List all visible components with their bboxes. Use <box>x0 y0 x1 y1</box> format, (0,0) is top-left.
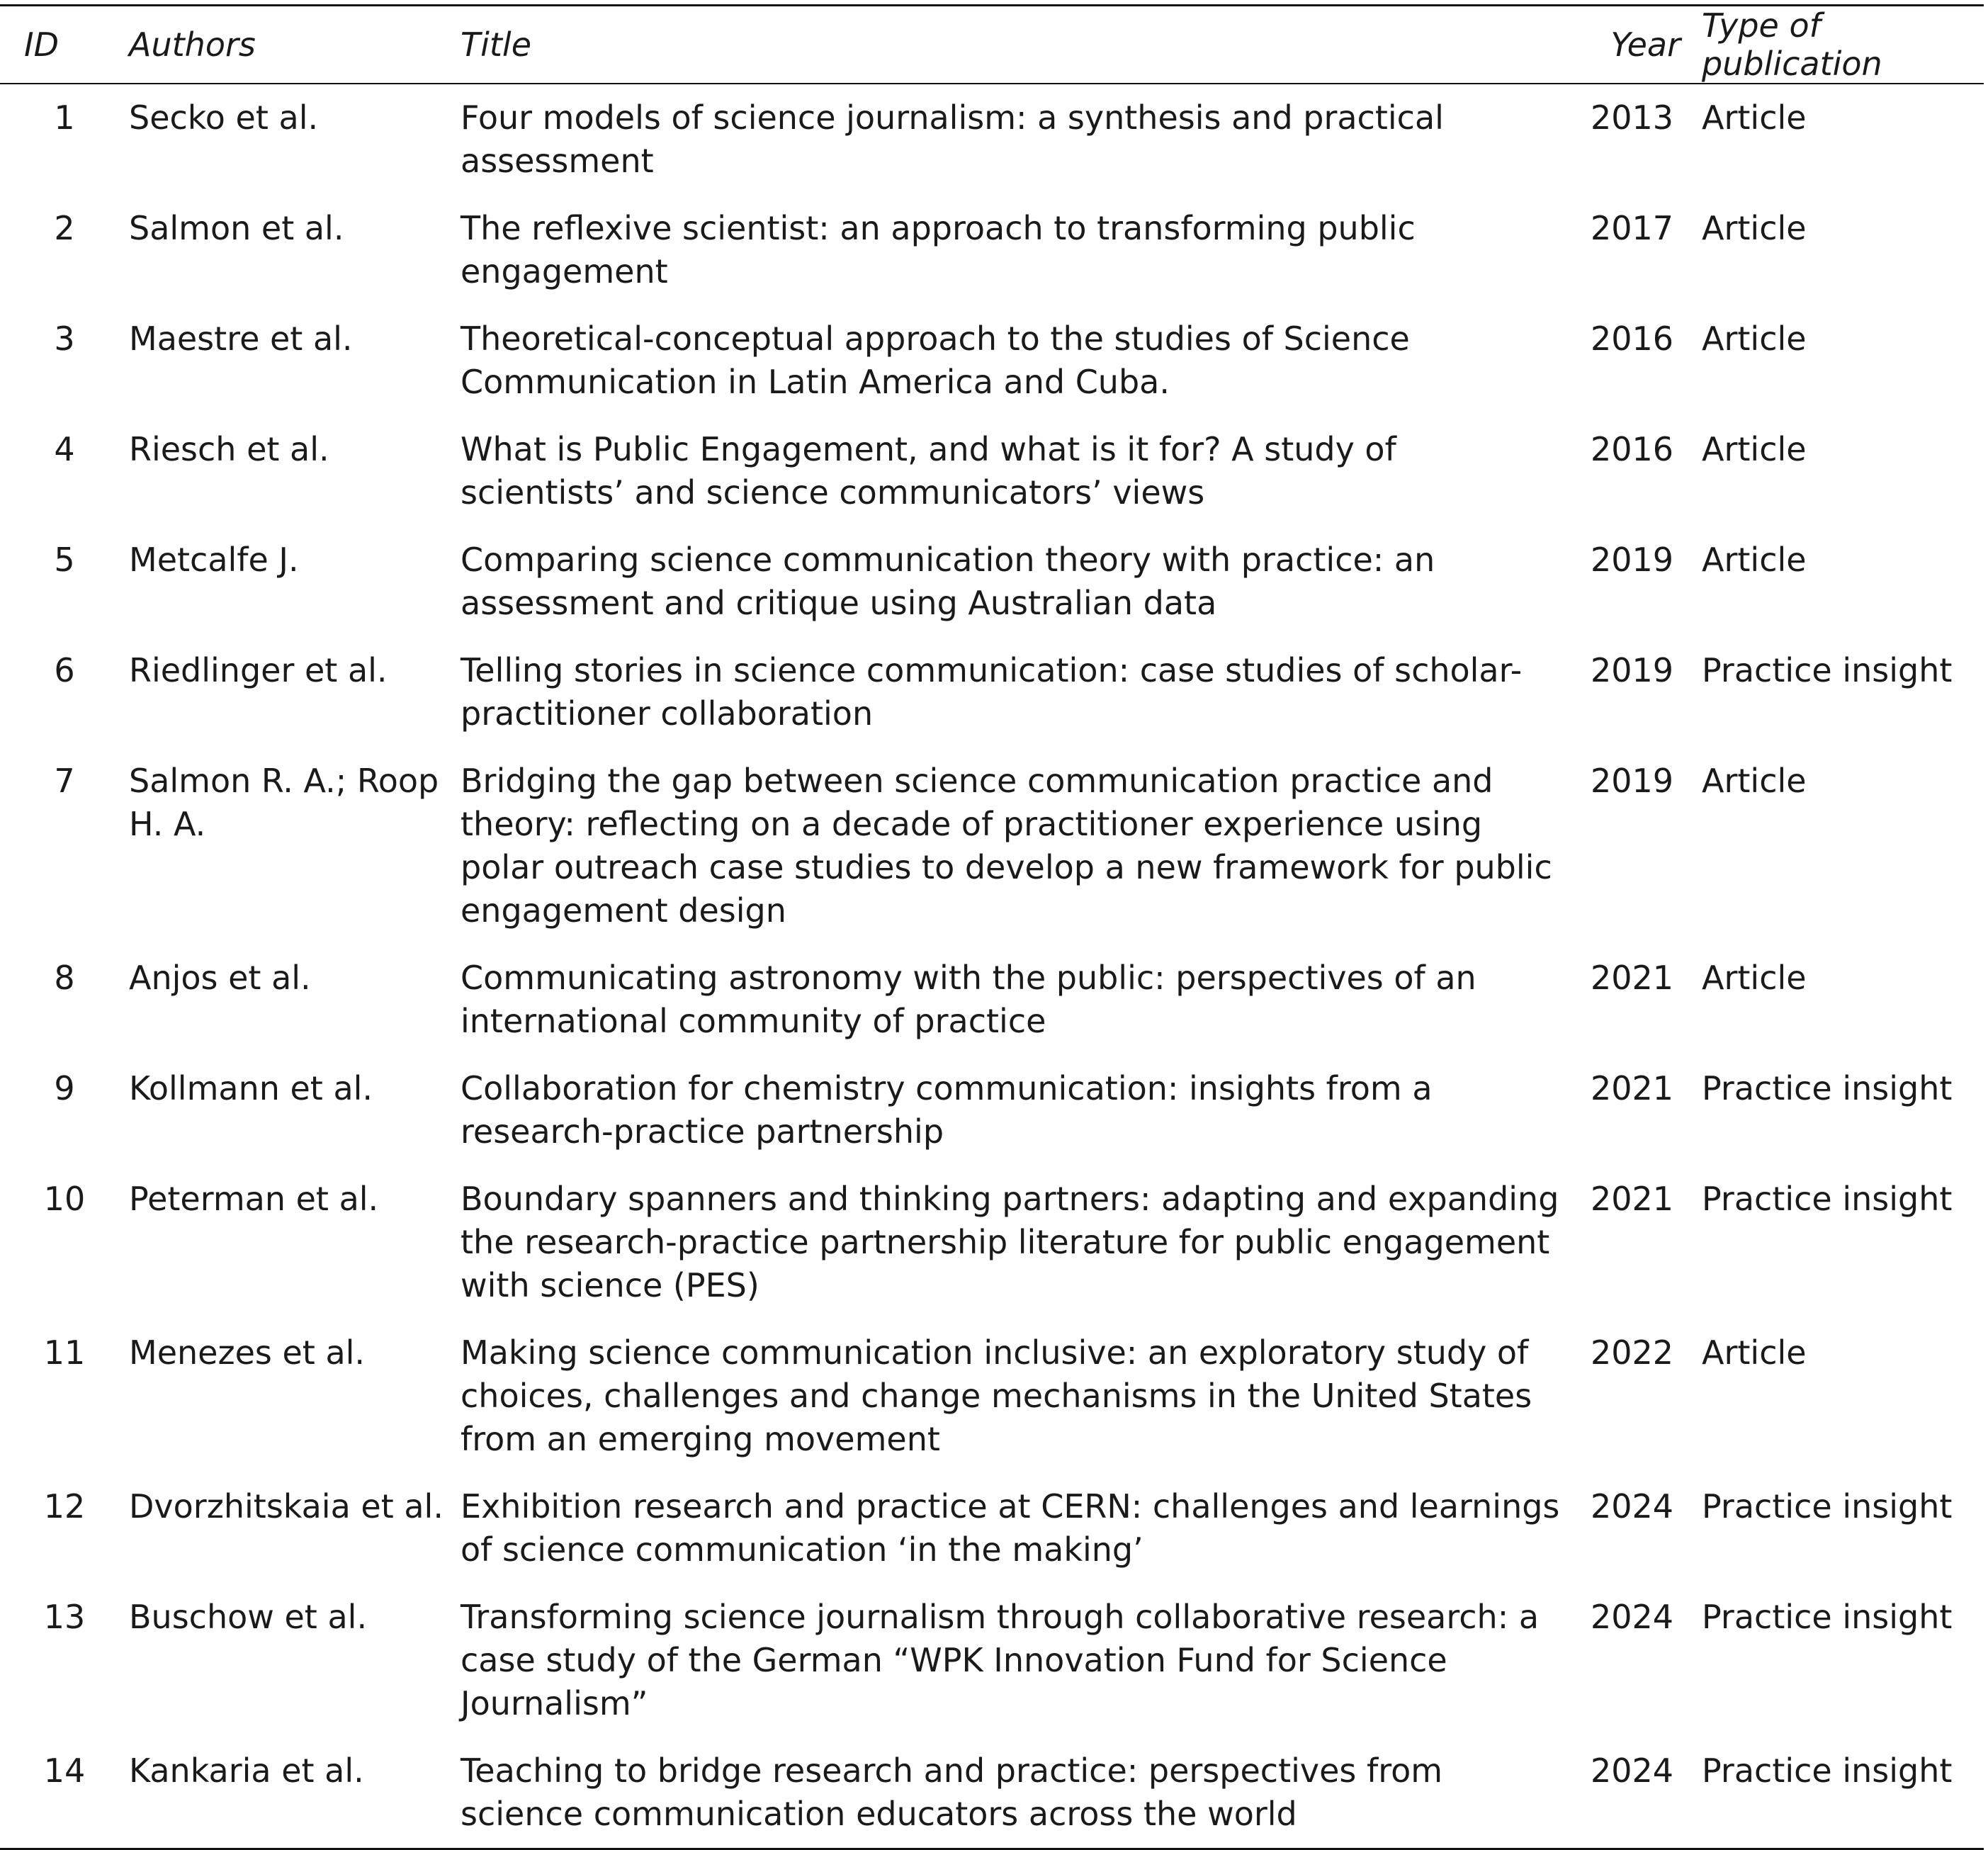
table-row <box>0 944 1984 1055</box>
cell-title: Transforming science journalism through collaborative research: a case study of the German “WPK Innovation Fund for Science Journalism” <box>461 1598 1540 1722</box>
cell-id: 13 <box>43 1598 86 1636</box>
cell-type: Article <box>1702 98 1807 137</box>
cell-id: 6 <box>54 651 75 689</box>
publications-table-wrapper <box>0 4 1984 1850</box>
cell-title: Making science communication inclusive: an exploratory study of choices, challenges and change mechanisms in the United States from an emerging movement <box>461 1333 1532 1458</box>
cell-authors: Salmon et al. <box>129 209 344 247</box>
table-header <box>0 6 1984 84</box>
cell-authors: Riedlinger et al. <box>129 651 388 689</box>
cell-title: Telling stories in science communication: case studies of scholar-practitioner collaboration <box>461 651 1523 733</box>
cell-authors: Kollmann et al. <box>129 1069 373 1107</box>
table-row <box>0 416 1984 526</box>
cell-year: 2024 <box>1590 1598 1674 1636</box>
cell-type: Practice insight <box>1702 1069 1953 1107</box>
cell-type: Practice insight <box>1702 651 1953 689</box>
cell-year: 2019 <box>1590 541 1674 579</box>
table-row <box>0 526 1984 637</box>
table-row <box>0 1737 1984 1849</box>
cell-year: 2024 <box>1590 1487 1674 1525</box>
cell-id: 8 <box>54 959 75 997</box>
cell-type: Article <box>1702 762 1807 800</box>
cell-title: Theoretical-conceptual approach to the studies of Science Communication in Latin America and Cuba. <box>461 320 1410 401</box>
cell-type: Article <box>1702 209 1807 247</box>
table-row <box>0 84 1984 195</box>
cell-year: 2022 <box>1590 1333 1674 1372</box>
cell-authors: Metcalfe J. <box>129 541 299 579</box>
cell-id: 5 <box>54 541 75 579</box>
cell-year: 2021 <box>1590 959 1674 997</box>
cell-authors: Dvorzhitskaia et al. <box>129 1487 444 1525</box>
cell-authors: Menezes et al. <box>129 1333 366 1372</box>
cell-id: 12 <box>43 1487 86 1525</box>
cell-id: 14 <box>43 1752 86 1790</box>
cell-type: Article <box>1702 320 1807 358</box>
cell-id: 2 <box>54 209 75 247</box>
cell-title: The reflexive scientist: an approach to transforming public engagement <box>461 209 1416 291</box>
cell-year: 2016 <box>1590 430 1674 468</box>
cell-id: 11 <box>43 1333 86 1372</box>
cell-year: 2024 <box>1590 1752 1674 1790</box>
cell-id: 7 <box>54 762 75 800</box>
table-row <box>0 1473 1984 1584</box>
cell-id: 3 <box>54 320 75 358</box>
publications-table <box>0 4 1984 1850</box>
cell-year: 2017 <box>1590 209 1674 247</box>
cell-year: 2021 <box>1590 1180 1674 1218</box>
header-id: ID <box>24 26 59 64</box>
cell-id: 10 <box>43 1180 86 1218</box>
cell-year: 2016 <box>1590 320 1674 358</box>
table-row <box>0 748 1984 944</box>
cell-id: 1 <box>54 98 75 137</box>
cell-authors: Peterman et al. <box>129 1180 379 1218</box>
cell-type: Practice insight <box>1702 1180 1953 1218</box>
cell-authors: Kankaria et al. <box>129 1752 364 1790</box>
cell-type: Article <box>1702 959 1807 997</box>
cell-year: 2019 <box>1590 762 1674 800</box>
cell-year: 2013 <box>1590 98 1674 137</box>
cell-year: 2019 <box>1590 651 1674 689</box>
cell-title: Collaboration for chemistry communication: insights from a research-practice partnership <box>461 1069 1433 1151</box>
table-row <box>0 1584 1984 1737</box>
header-row <box>0 6 1984 84</box>
header-year: Year <box>1610 26 1681 64</box>
cell-authors: Anjos et al. <box>129 959 311 997</box>
cell-type: Article <box>1702 541 1807 579</box>
cell-authors: Buschow et al. <box>129 1598 368 1636</box>
table-row <box>0 305 1984 416</box>
table-body <box>0 84 1984 1849</box>
cell-authors: Secko et al. <box>129 98 319 137</box>
cell-title: Comparing science communication theory with practice: an assessment and critique using Australian data <box>461 541 1435 622</box>
cell-authors: Salmon R. A.; Roop H. A. <box>129 762 439 843</box>
cell-type: Article <box>1702 1333 1807 1372</box>
table-row <box>0 637 1984 748</box>
cell-authors: Maestre et al. <box>129 320 353 358</box>
table-row <box>0 1055 1984 1166</box>
cell-title: Communicating astronomy with the public: perspectives of an international community of practice <box>461 959 1476 1040</box>
cell-type: Practice insight <box>1702 1598 1953 1636</box>
header-title: Title <box>461 26 531 64</box>
cell-type: Practice insight <box>1702 1752 1953 1790</box>
cell-type: Practice insight <box>1702 1487 1953 1525</box>
cell-title: Four models of science journalism: a synthesis and practical assessment <box>461 98 1444 180</box>
cell-title: Bridging the gap between science communication practice and theory: reflecting on a decade of practitioner experience using polar outreach case studies to develop a new framework for public engagement design <box>461 762 1552 930</box>
cell-authors: Riesch et al. <box>129 430 329 468</box>
cell-title: Teaching to bridge research and practice: perspectives from science communication educators across the world <box>461 1752 1443 1833</box>
table-row <box>0 195 1984 305</box>
table-row <box>0 1319 1984 1473</box>
table-row <box>0 1166 1984 1319</box>
cell-year: 2021 <box>1590 1069 1674 1107</box>
header-authors: Authors <box>129 26 256 64</box>
cell-title: Exhibition research and practice at CERN: challenges and learnings of science communication ‘in the making’ <box>461 1487 1560 1569</box>
cell-title: Boundary spanners and thinking partners: adapting and expanding the research-practice partnership literature for public engagement with science (PES) <box>461 1180 1559 1304</box>
header-type: Type of publication <box>1702 6 1882 83</box>
cell-type: Article <box>1702 430 1807 468</box>
cell-id: 4 <box>54 430 75 468</box>
cell-id: 9 <box>54 1069 75 1107</box>
cell-title: What is Public Engagement, and what is it for? A study of scientists’ and science communicators’ views <box>461 430 1396 512</box>
